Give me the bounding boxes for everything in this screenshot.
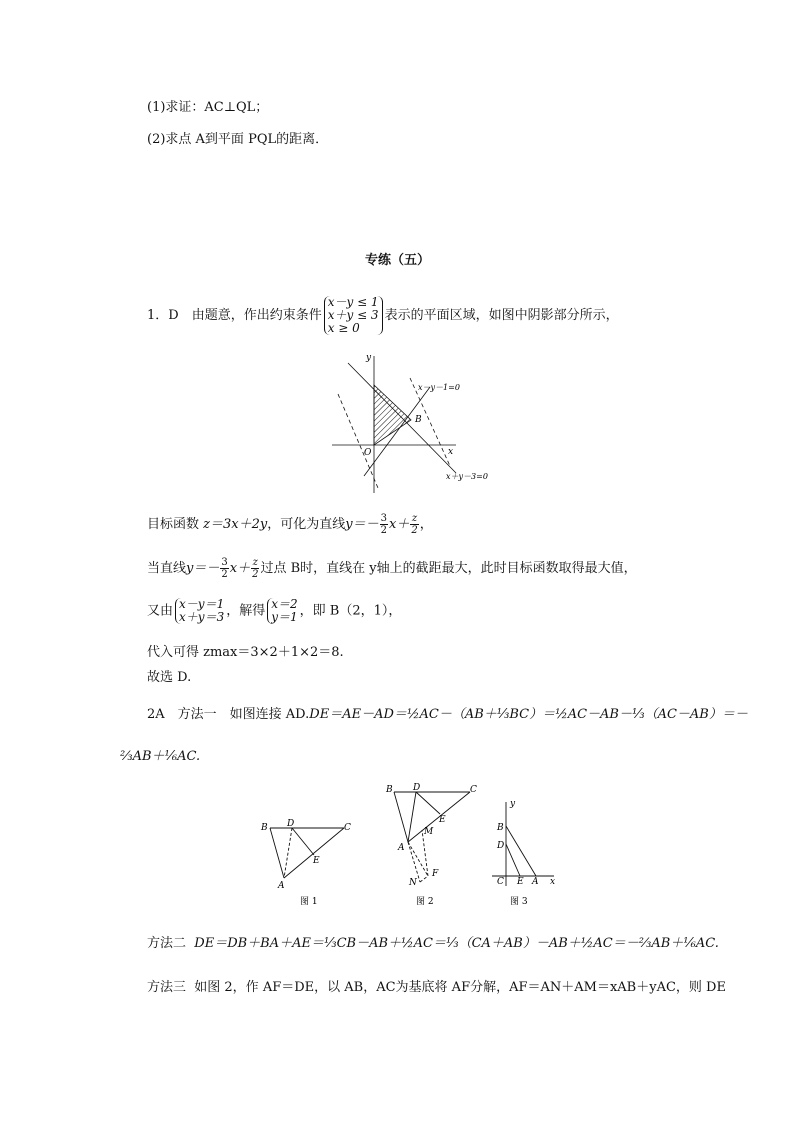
fraction-den: 2 xyxy=(380,525,387,536)
objective-pre: 目标函数 xyxy=(147,517,200,532)
when-y: y＝－ xyxy=(186,561,220,576)
fig1-b: B xyxy=(261,823,268,833)
fig2-n: N xyxy=(409,878,417,888)
method-1-continued: ⅔AB＋⅙AC. xyxy=(120,749,201,764)
system-line xyxy=(147,598,401,624)
substitute-line: 代入可得 zmax＝3×2＋1×2＝8. xyxy=(147,645,344,660)
method-1-expr: DE＝AE－AD＝½AC－（AB＋⅓BC）＝½AC－AB－⅓（AC－AB）＝－ xyxy=(309,707,748,722)
figure-2 xyxy=(384,782,484,908)
answer-1-trail: 表示的平面区域，如图中阴影部分所示， xyxy=(384,308,619,323)
solution-2: y＝1 xyxy=(271,610,298,624)
objective-end: ， xyxy=(419,517,433,532)
method-1-line xyxy=(147,703,748,722)
method-3-expr: 如图 2，作 AF＝DE，以 AB，AC为基底将 AF分解，AF＝AN＋AM＝xAB＋yAC，则 DE xyxy=(194,980,726,995)
segment-ba xyxy=(394,792,408,842)
fig2-b: B xyxy=(386,785,393,795)
objective-xplus: x＋ xyxy=(388,517,410,532)
fraction-num: z xyxy=(411,513,418,524)
objective-line xyxy=(147,513,433,536)
system-post: ，即 B（2，1）， xyxy=(299,603,402,619)
fig2-d: D xyxy=(413,783,421,793)
segment-ba xyxy=(506,826,536,876)
figure-1 xyxy=(256,818,358,908)
section-title: 专练（五） xyxy=(365,253,431,268)
method-1-label: 2A 方法一 如图连接 AD. xyxy=(147,707,310,722)
constraint-1: x－y ≤ 1 xyxy=(327,295,379,309)
system-pre: 又由 xyxy=(147,603,174,619)
fig2-c: C xyxy=(470,785,477,795)
fig1-label-b: B xyxy=(415,415,422,425)
fig3-y: y xyxy=(510,799,516,809)
equation-2: x＋y＝3 xyxy=(179,610,225,624)
fig1-d: D xyxy=(287,819,295,829)
fraction-num: 3 xyxy=(380,513,387,524)
fig1-e: E xyxy=(313,856,320,866)
segment-de xyxy=(506,844,520,876)
choose-line: 故选 D. xyxy=(147,670,192,685)
fig1-label-y: y xyxy=(366,353,372,363)
answer-1-intro xyxy=(147,296,619,335)
answer-1-lead: 1．D 由题意，作出约束条件 xyxy=(147,308,322,323)
system-mid: ，解得 xyxy=(226,603,266,619)
method-3-line xyxy=(147,976,726,995)
fig2-f: F xyxy=(432,869,439,879)
objective-y: y＝－ xyxy=(345,517,379,532)
solution-system xyxy=(267,598,297,624)
fig3-a: A xyxy=(532,877,539,887)
fraction-z-2 xyxy=(251,557,259,580)
fig3-d: D xyxy=(497,841,505,851)
when-post: 过点 B时，直线在 y轴上的截距最大，此时目标函数取得最大值， xyxy=(260,561,637,576)
fraction-num: 3 xyxy=(221,557,228,568)
fig2-a: A xyxy=(398,843,405,853)
fraction-z-2 xyxy=(410,513,418,536)
fraction-den: 2 xyxy=(411,525,418,536)
constraint-system xyxy=(324,296,383,335)
segment-ba xyxy=(270,828,284,878)
fig2-m: M xyxy=(424,827,434,837)
fig3-e: E xyxy=(517,877,524,887)
when-pre: 当直线 xyxy=(147,561,187,576)
fig3-c: C xyxy=(497,877,504,887)
fig1-label-origin: O xyxy=(364,448,372,458)
dashed-line-1 xyxy=(338,394,378,488)
constraint-3: x ≥ 0 xyxy=(327,321,360,335)
equation-system xyxy=(175,598,224,624)
fig3-x: x xyxy=(550,877,556,887)
shaded-region xyxy=(374,385,411,445)
when-line xyxy=(147,557,637,580)
segment-ad xyxy=(408,792,416,842)
method-3-label: 方法三 xyxy=(147,980,187,995)
segment-an xyxy=(408,842,420,882)
figure-3 xyxy=(486,796,564,908)
fig2-e: E xyxy=(439,815,446,825)
equation-1: x－y＝1 xyxy=(179,597,225,611)
segment-de xyxy=(416,792,440,814)
fig1-label-x: x xyxy=(448,447,454,457)
constraint-2: x＋y ≤ 3 xyxy=(327,308,379,322)
fraction-3-2 xyxy=(220,557,228,580)
solution-1: x＝2 xyxy=(271,597,298,611)
objective-mid: ，可化为直线 xyxy=(267,517,346,532)
fig1-c: C xyxy=(344,823,351,833)
fig2-caption: 图 2 xyxy=(416,897,434,907)
fig1-a: A xyxy=(278,881,285,891)
fig3-b: B xyxy=(497,823,504,833)
segment-de xyxy=(292,828,314,855)
line2-label: x＋y－3=0 xyxy=(446,472,488,481)
feasible-region-figure xyxy=(328,348,500,494)
fraction-den: 2 xyxy=(221,569,228,580)
objective-func: z＝3x＋2y xyxy=(203,517,268,532)
fraction-3-2 xyxy=(380,513,388,536)
line1-label: x－y－1=0 xyxy=(418,383,460,392)
when-xplus: x＋ xyxy=(229,561,251,576)
problem-item-1: (1)求证：AC⊥QL； xyxy=(147,100,269,115)
problem-item-2: (2)求点 A到平面 PQL的距离． xyxy=(147,132,329,147)
fig1-caption: 图 1 xyxy=(300,897,318,907)
segment-nf xyxy=(420,876,428,882)
segment-ad xyxy=(284,828,292,878)
fig3-caption: 图 3 xyxy=(510,897,528,907)
fraction-den: 2 xyxy=(252,569,259,580)
segment-af xyxy=(408,842,428,876)
segment-ac xyxy=(284,828,344,878)
method-2-expr: DE＝DB＋BA＋AE＝⅓CB－AB＋½AC＝⅓（CA＋AB）－AB＋½AC＝－⅔AB＋⅙AC. xyxy=(194,936,719,951)
fraction-num: z xyxy=(252,557,258,568)
method-2-label: 方法二 xyxy=(147,936,187,951)
method-2-line xyxy=(147,932,719,951)
